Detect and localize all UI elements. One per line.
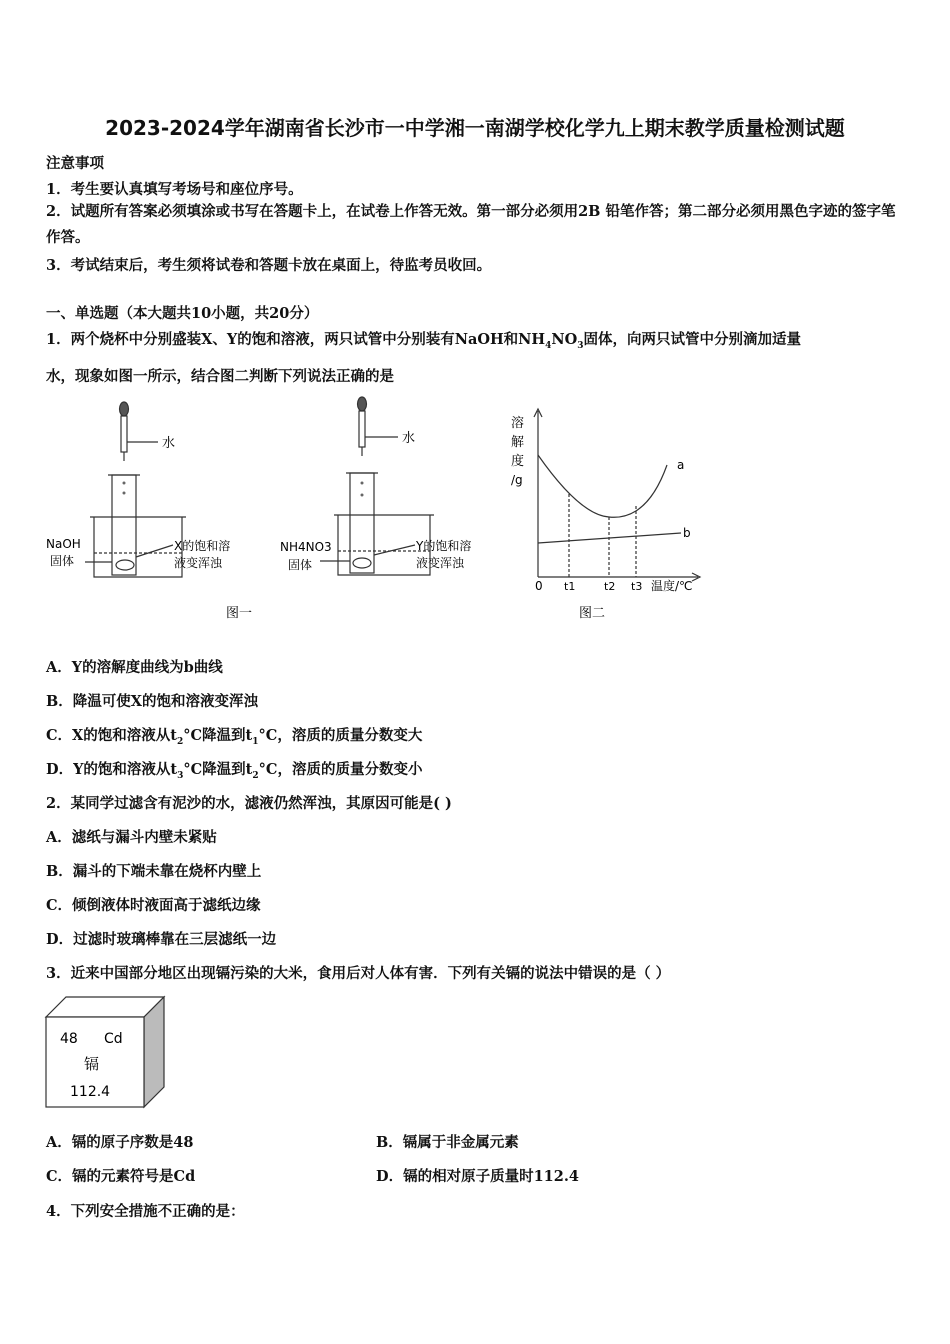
nh4no3-label: NH4NO3: [280, 540, 332, 554]
q1-option-c: C．X的饱和溶液从$t_2^\circ C$降温到$t_1^\circ C$，溶质的质量分数变大: [46, 727, 423, 747]
atomic-mass: 112.4: [70, 1084, 111, 1100]
y-label-2: 解: [511, 435, 525, 450]
naoh-solid-label: 固体: [50, 554, 75, 568]
q2-option-c: C．倾倒液体时液面高于滤纸边缘: [46, 897, 261, 914]
y-saturated-label: Y的饱和溶: [416, 539, 472, 553]
figure-2-caption: 图二: [579, 606, 606, 621]
figure-2-solubility-chart: [505, 405, 710, 625]
page-title: 2023-2024学年湖南省长沙市一中学湘一南湖学校化学九上期末教学质量检测试题: [105, 116, 845, 140]
figure-1-beakers: [40, 395, 500, 625]
q1-stem-line2: 水，现象如图一所示，结合图二判断下列说法正确的是: [46, 368, 394, 385]
tick-t1: t1: [564, 580, 576, 593]
tick-t3: t3: [631, 580, 643, 593]
naoh-label: NaOH: [46, 537, 81, 551]
element-cell-cadmium: [44, 995, 168, 1109]
q2-option-d: D．过滤时玻璃棒靠在三层滤纸一边: [46, 931, 277, 948]
y-label-1: 溶: [511, 416, 525, 431]
water-label-right: 水: [402, 431, 416, 446]
x-axis-label: 温度/℃: [651, 579, 693, 593]
curve-b-label: b: [683, 526, 691, 540]
section-heading: 一、单选题（本大题共10小题，共20分）: [46, 305, 319, 322]
q3-option-d: D．镉的相对原子质量时112.4: [376, 1168, 579, 1185]
x-turbid-label: 液变浑浊: [174, 556, 223, 570]
y-label-3: 度: [511, 454, 525, 469]
notice-item-3: 3．考试结束后，考生须将试卷和答题卡放在桌面上，待监考员收回。: [46, 257, 492, 274]
y-turbid-label: 液变浑浊: [416, 556, 465, 570]
origin-label: 0: [535, 579, 543, 593]
q4-stem: 4．下列安全措施不正确的是：: [46, 1203, 245, 1220]
q2-stem: 2．某同学过滤含有泥沙的水，滤液仍然浑浊，其原因可能是( ): [46, 795, 452, 812]
q3-option-c: C．镉的元素符号是Cd: [46, 1168, 196, 1185]
q3-option-b: B．镉属于非金属元素: [376, 1134, 519, 1151]
figure-1-caption: 图一: [226, 606, 253, 621]
y-label-4: /g: [511, 473, 523, 487]
q3-option-a: A．镉的原子序数是48: [46, 1134, 194, 1151]
notice-heading: 注意事项: [46, 155, 104, 172]
atomic-number: 48: [60, 1031, 78, 1047]
notice-item-2: 2．试题所有答案必须填涂或书写在答题卡上，在试卷上作答无效。第一部分必须用2B 铅笔作答；第二部分必须用黑色字迹的签字笔作答。: [46, 203, 896, 246]
q3-stem: 3．近来中国部分地区出现镉污染的大米，食用后对人体有害．下列有关镉的说法中错误的是（ ）: [46, 965, 671, 982]
x-saturated-label: X的饱和溶: [174, 539, 231, 553]
element-name: 镉: [84, 1055, 100, 1073]
tick-t2: t2: [604, 580, 616, 593]
q1-stem: 1．两个烧杯中分别盛装X、Y的饱和溶液，两只试管中分别装有NaOH和$NH_4NO_3$固体，向两只试管中分别滴加适量: [46, 331, 802, 351]
q2-option-b: B．漏斗的下端未靠在烧杯内壁上: [46, 863, 262, 880]
q2-option-a: A．滤纸与漏斗内壁未紧贴: [46, 829, 217, 846]
element-symbol: Cd: [104, 1031, 123, 1047]
q1-option-a: A．Y的溶解度曲线为b曲线: [46, 659, 223, 676]
notice-item-1: 1．考生要认真填写考场号和座位序号。: [46, 181, 303, 198]
q1-option-b: B．降温可使X的饱和溶液变浑浊: [46, 693, 259, 710]
water-label-left: 水: [162, 436, 176, 451]
q1-option-d: D．Y的饱和溶液从$t_3^\circ C$降温到$t_2^\circ C$，溶质的质量分数变小: [46, 761, 423, 781]
curve-a: [538, 455, 667, 517]
nh4no3-solid-label: 固体: [288, 558, 313, 572]
curve-a-label: a: [677, 458, 685, 472]
